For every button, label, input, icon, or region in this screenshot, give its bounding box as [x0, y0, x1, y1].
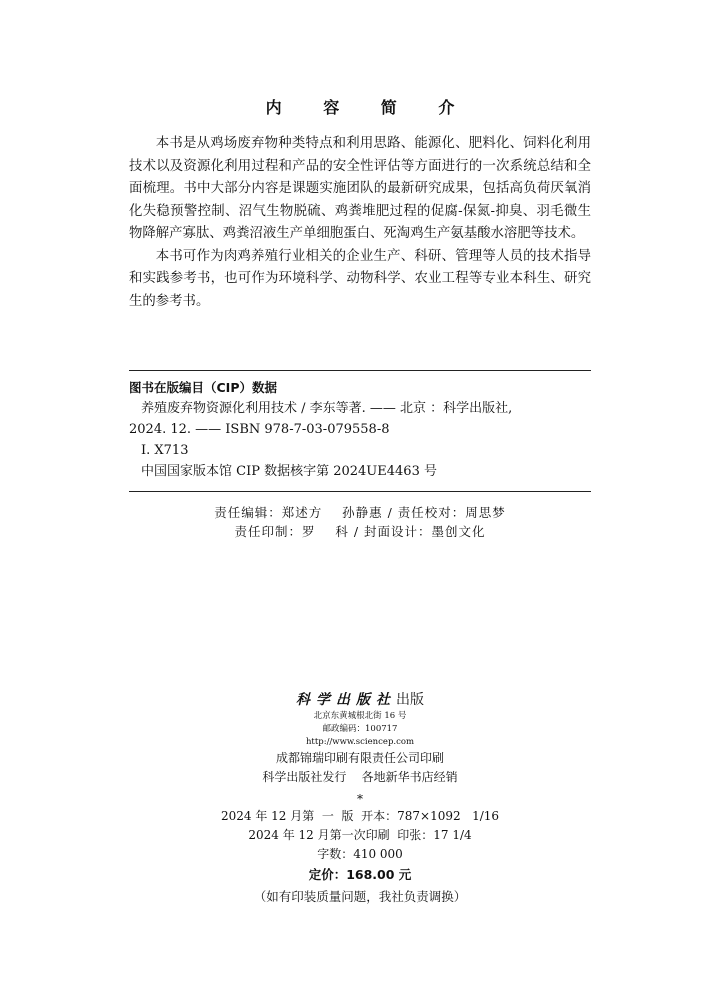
wordcount-line: 字数：410 000 — [317, 847, 403, 861]
cip-bottom-rule — [129, 491, 591, 492]
cip-block — [129, 377, 591, 482]
cip-record-number: 中国国家版本馆 CIP 数据核字第 2024UE4463 号 — [141, 464, 437, 479]
publisher-block — [0, 690, 720, 908]
cip-isbn-line: 2024. 12. —— ISBN 978-7-03-079558-8 — [129, 422, 390, 437]
editors-block — [0, 503, 720, 541]
distribution-line: 科学出版社发行 各地新华书店经销 — [262, 770, 458, 784]
cip-heading: 图书在版编目（CIP）数据 — [129, 380, 277, 395]
publisher-address: 北京东黄城根北街 16 号 — [313, 711, 407, 721]
editors-line-2: 责任印制：罗 科 / 封面设计：墨创文化 — [234, 524, 486, 539]
cip-classification: Ⅰ. X713 — [141, 443, 189, 458]
printer-line: 成都锦瑞印刷有限责任公司印刷 — [275, 751, 444, 765]
publisher-name — [0, 690, 720, 710]
cip-top-rule — [129, 370, 591, 371]
page-title: 内 容 简 介 — [265, 98, 473, 117]
publisher-url: http://www.sciencep.com — [305, 737, 415, 747]
cip-title-line: 养殖废弃物资源化利用技术 / 李东等著. —— 北京 ：科学出版社, — [141, 401, 513, 416]
publisher-postcode: 邮政编码：100717 — [322, 724, 398, 734]
editors-line-1: 责任编辑：郑述方 孙静惠 / 责任校对：周思梦 — [214, 505, 506, 520]
printing-line: 2024 年 12 月第一次印刷 印张：17 1/4 — [248, 828, 472, 842]
introduction-section — [129, 133, 591, 313]
quality-note: （如有印装质量问题，我社负责调换） — [253, 889, 467, 904]
publisher-logo-text: 科学出版社 — [296, 692, 396, 708]
publisher-name-suffix: 出版 — [396, 692, 424, 708]
intro-paragraph-1: 本书是从鸡场废弃物种类特点和利用思路、能源化、肥料化、饲料化利用技术以及资源化利用过程和产品的安全性评估等方面进行的一次系统总结和全面梳理。书中大部分内容是课题实施团队的最新研究成果，包括高负荷厌氧消化失稳预警控制、沼气生物脱硫、鸡粪堆肥过程的促腐-保氮-抑臭、羽毛微生物降解产寡肽、鸡粪沼液生产单细胞蛋白、死淘鸡生产氨基酸水溶肥等技术。 — [129, 136, 591, 241]
intro-paragraph-2: 本书可作为肉鸡养殖行业相关的企业生产、科研、管理等人员的技术指导和实践参考书，也可作为环境科学、动物科学、农业工程等专业本科生、研究生的参考书。 — [129, 248, 591, 309]
edition-line: 2024 年 12 月第 一 版 开本：787×1092 1/16 — [220, 809, 500, 823]
separator-star: * — [357, 792, 363, 806]
price-line: 定价：168.00 元 — [308, 867, 412, 882]
